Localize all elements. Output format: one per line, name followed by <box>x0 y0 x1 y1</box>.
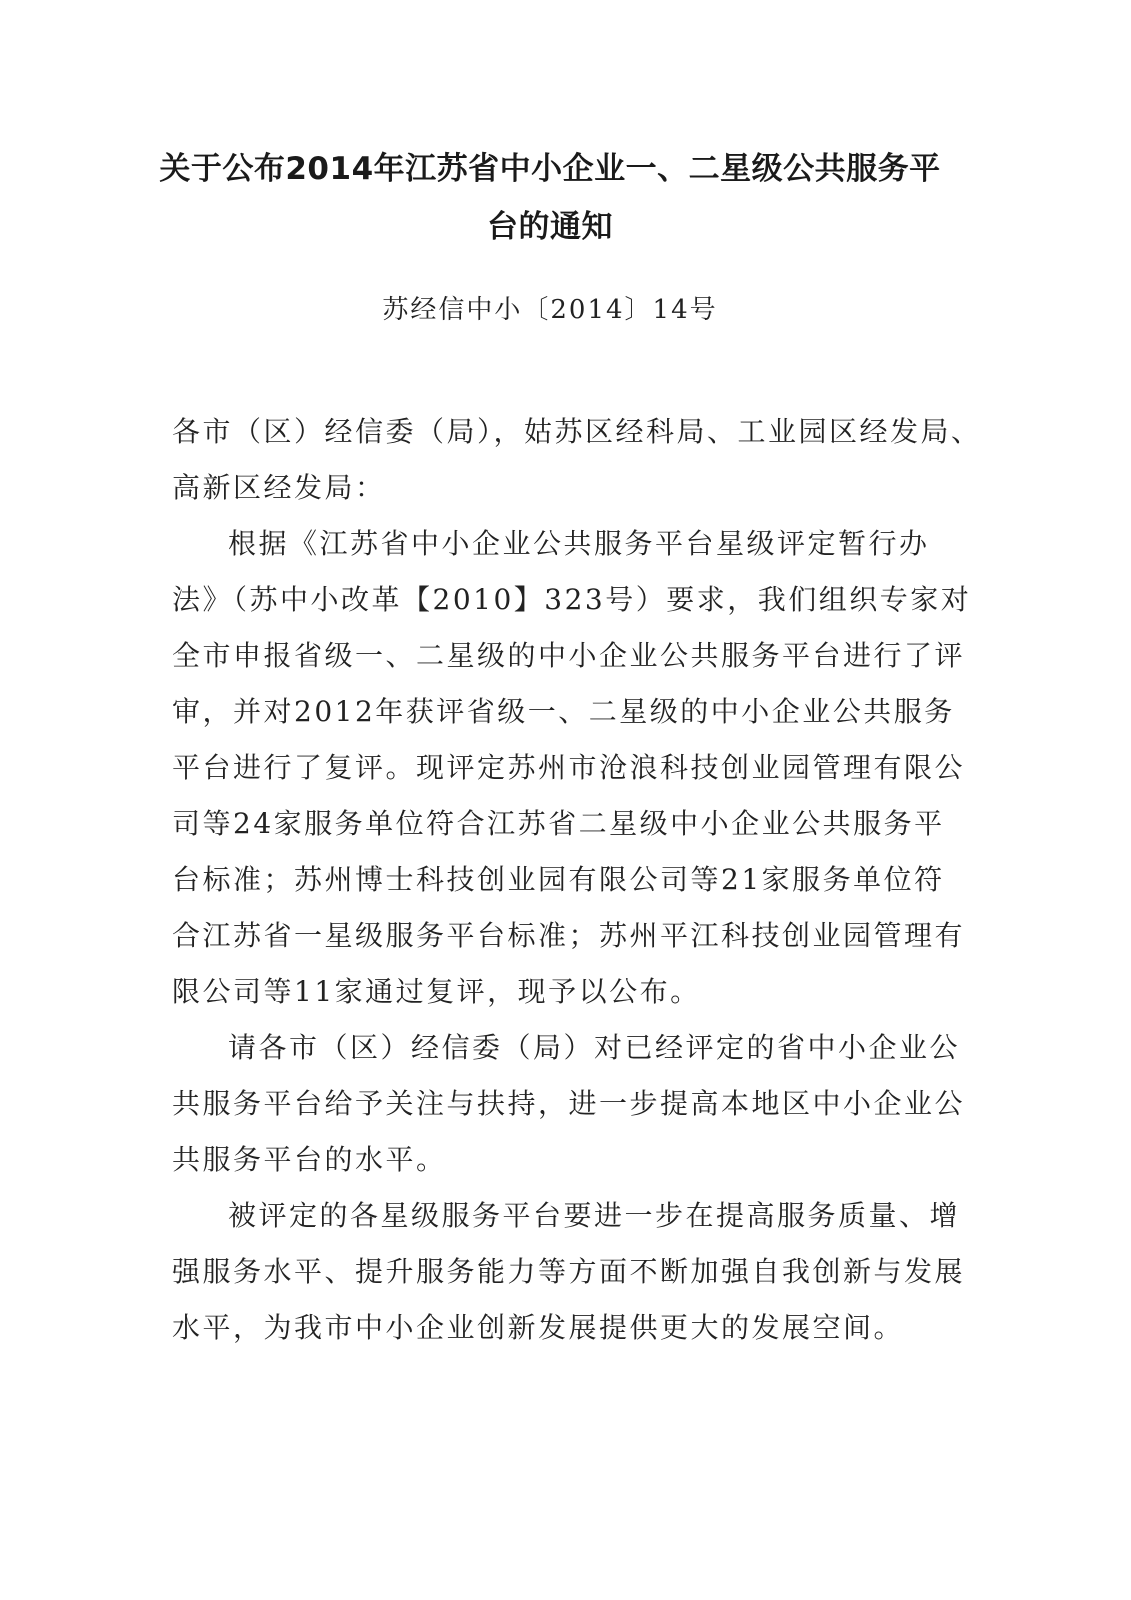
body-line: 全市申报省级一、二星级的中小企业公共服务平台进行了评 <box>172 639 966 672</box>
document-title <box>150 140 950 256</box>
body-line: 请各市（区）经信委（局）对已经评定的省中小企业公 <box>228 1031 961 1064</box>
body-line: 限公司等11家通过复评，现予以公布。 <box>172 975 701 1008</box>
body-line: 合江苏省一星级服务平台标准；苏州平江科技创业园管理有 <box>172 919 966 952</box>
body-line: 水平，为我市中小企业创新发展提供更大的发展空间。 <box>172 1311 905 1344</box>
body-line: 司等24家服务单位符合江苏省二星级中小企业公共服务平 <box>172 807 945 840</box>
body-line: 共服务平台的水平。 <box>172 1143 447 1176</box>
title-line-1: 关于公布2014年江苏省中小企业一、二星级公共服务平 <box>159 151 941 187</box>
body-line: 各市（区）经信委（局），姑苏区经科局、工业园区经发局、 <box>172 415 982 448</box>
body-line: 被评定的各星级服务平台要进一步在提高服务质量、增 <box>228 1199 961 1232</box>
body-line: 审，并对2012年获评省级一、二星级的中小企业公共服务 <box>172 695 955 728</box>
body-line: 根据《江苏省中小企业公共服务平台星级评定暂行办 <box>228 527 930 560</box>
body-line: 共服务平台给予关注与扶持，进一步提高本地区中小企业公 <box>172 1087 966 1120</box>
title-line-2: 台的通知 <box>487 209 613 245</box>
body-line: 法》（苏中小改革【2010】323号）要求，我们组织专家对 <box>172 583 972 616</box>
body-line: 强服务水平、提升服务能力等方面不断加强自我创新与发展 <box>172 1255 966 1288</box>
body-line: 平台进行了复评。现评定苏州市沧浪科技创业园管理有限公 <box>172 751 966 784</box>
body-line: 台标准；苏州博士科技创业园有限公司等21家服务单位符 <box>172 863 945 896</box>
body-line: 高新区经发局： <box>172 471 386 504</box>
document-number: 苏经信中小〔2014〕14号 <box>382 295 718 325</box>
document-body <box>172 404 982 1356</box>
